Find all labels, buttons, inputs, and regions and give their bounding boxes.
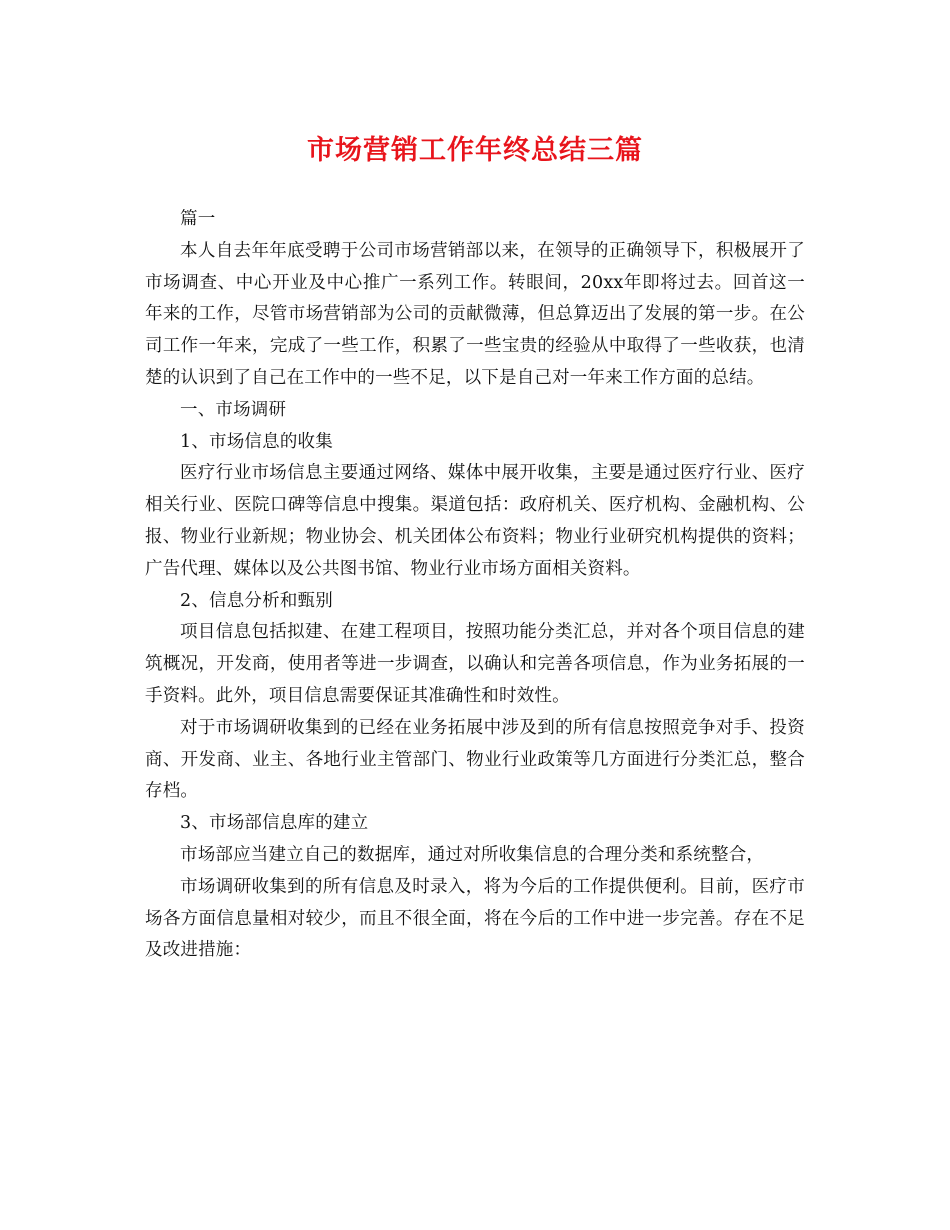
paragraph: 市场部应当建立自己的数据库，通过对所收集信息的合理分类和系统整合， xyxy=(180,844,765,865)
paragraph: 本人自去年年底受聘于公司市场营销部以来，在领导的正确领导下，积极展开了市场调查、中心开业及中心推广一系列工作。转眼间，20xx年即将过去。回首这一年来的工作，尽管市场营销部为公司的贡献微薄，但总算迈出了发展的第一步。在公司工作一年来，完成了一些工作，积累了一些宝贵的经验从中取得了一些收获，也清楚的认识到了自己在工作中的一些不足，以下是自己对一年来工作方面的总结。 xyxy=(145,240,805,388)
section-heading: 一、市场调研 xyxy=(180,399,287,420)
subsection-heading: 3、市场部信息库的建立 xyxy=(180,813,369,834)
paragraph: 医疗行业市场信息主要通过网络、媒体中展开收集，主要是通过医疗行业、医疗相关行业、医院口碑等信息中搜集。渠道包括：政府机关、医疗机构、金融机构、公报、物业行业新规；物业协会、机关团体公布资料；物业行业研究机构提供的资料；广告代理、媒体以及公共图书馆、物业行业市场方面相关资料。 xyxy=(145,463,805,579)
subsection-heading: 2、信息分析和甄别 xyxy=(180,590,333,611)
paragraph: 项目信息包括拟建、在建工程项目，按照功能分类汇总，并对各个项目信息的建筑概况，开发商，使用者等进一步调查，以确认和完善各项信息，作为业务拓展的一手资料。此外，项目信息需要保证其准确性和时效性。 xyxy=(145,622,805,706)
paragraph: 市场调研收集到的所有信息及时录入，将为今后的工作提供便利。目前，医疗市场各方面信息量相对较少，而且不很全面，将在今后的工作中进一步完善。存在不足及改进措施： xyxy=(145,876,805,961)
document-title: 市场营销工作年终总结三篇 xyxy=(307,135,643,166)
paragraph: 篇一 xyxy=(180,209,216,229)
paragraph: 对于市场调研收集到的已经在业务拓展中涉及到的所有信息按照竞争对手、投资商、开发商、业主、各地行业主管部门、物业行业政策等几方面进行分类汇总，整合存档。 xyxy=(145,717,805,802)
subsection-heading: 1、市场信息的收集 xyxy=(180,431,333,452)
document-body xyxy=(145,204,805,967)
